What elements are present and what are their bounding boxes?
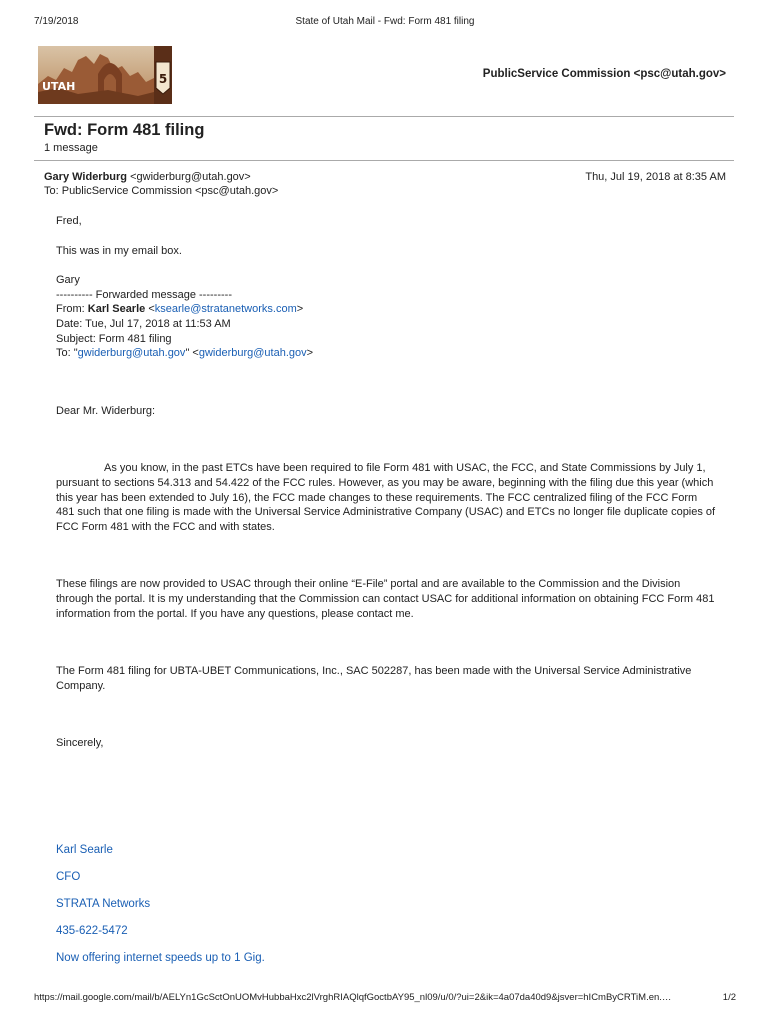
recipient-line: To: PublicService Commission <psc@utah.gov> [44,185,279,197]
closing: Sincerely, [56,737,104,750]
signature-company: STRATA Networks [56,897,151,910]
paragraph-2: These filings are now provided to USAC through their online “E-File” portal and are available to the Commission and the Division through the portal. It is my understanding that the Commission can contact USAC for additional information on obtaining FCC Form 481 information from the portal. If you have any questions, please contact me. [56,578,715,620]
forward-to-link[interactable]: gwiderburg@utah.gov [77,347,186,360]
print-date: 7/19/2018 [34,16,79,27]
forward-from-email-link[interactable]: ksearle@stratanetworks.com [154,303,297,316]
sender-email: <gwiderburg@utah.gov> [130,171,251,183]
signature-title: CFO [56,870,81,883]
signature-tagline: Now offering internet speeds up to 1 Gig. [56,951,265,964]
logo-text: UTAH [42,80,76,93]
paragraph-3: The Form 481 filing for UBTA-UBET Communications, Inc., SAC 502287, has been made with the Universal Service Administrative Company. [56,665,692,692]
paragraph-1: As you know, in the past ETCs have been required to file Form 481 with USAC, the FCC, and State Commissions by July 1, pursuant to sections 54.313 and 54.422 of the FCC rules. However, as you may be aware, beginning with the filing due this year (which this year has been extended to July 16), the FCC made changes to these requirements. The FCC centralized filing of the FCC Form 481 such that one filing is made with the Universal Service Administrative Company (USAC) and ETCs no longer file duplicate copies of FCC Form 481 with the FCC and with states. [56,462,716,533]
signoff: Gary [56,274,80,287]
signature-name: Karl Searle [56,843,113,856]
print-title: State of Utah Mail - Fwd: Form 481 filing [295,16,475,27]
forward-to-email-link[interactable]: gwiderburg@utah.gov [198,347,307,360]
forward-from: From: Karl Searle <ksearle@stratanetworks.com> [56,303,304,316]
forward-to: To: "gwiderburg@utah.gov" <gwiderburg@utah.gov> [56,347,314,360]
message-count: 1 message [44,142,98,154]
greeting: Fred, [56,215,82,227]
forward-divider: ---------- Forwarded message --------- [56,288,232,301]
message-body [56,214,718,972]
logo-badge: 5 [158,72,168,86]
utah-landscape-image [38,46,172,104]
salutation: Dear Mr. Widerburg: [56,404,156,417]
sender-line [44,171,251,183]
sender-name: Gary Widerburg [44,171,128,183]
page-number: 1/2 [722,992,736,1003]
sent-date: Thu, Jul 19, 2018 at 8:35 AM [585,171,726,183]
utah-logo [38,46,172,104]
forward-from-name: Karl Searle [87,303,146,316]
account-address: PublicService Commission <psc@utah.gov> [482,68,726,80]
footer-url: https://mail.google.com/mail/b/AELYn1GcSctOnUOMvHubbaHxc2lVrghRIAQlqfGoctbAY95_nl09/u/0/?ui=2&ik=4a07da40d9&jsver=hICmByCRTiM.en.… [34,992,672,1003]
forward-subject: Subject: Form 481 filing [56,332,172,345]
thread-subject: Fwd: Form 481 filing [44,121,205,139]
body-line: This was in my email box. [56,244,182,257]
signature-block [56,837,718,972]
signature-phone: 435-622-5472 [56,924,128,937]
divider [34,116,734,117]
forward-date: Date: Tue, Jul 17, 2018 at 11:53 AM [56,317,231,330]
divider [34,160,734,161]
